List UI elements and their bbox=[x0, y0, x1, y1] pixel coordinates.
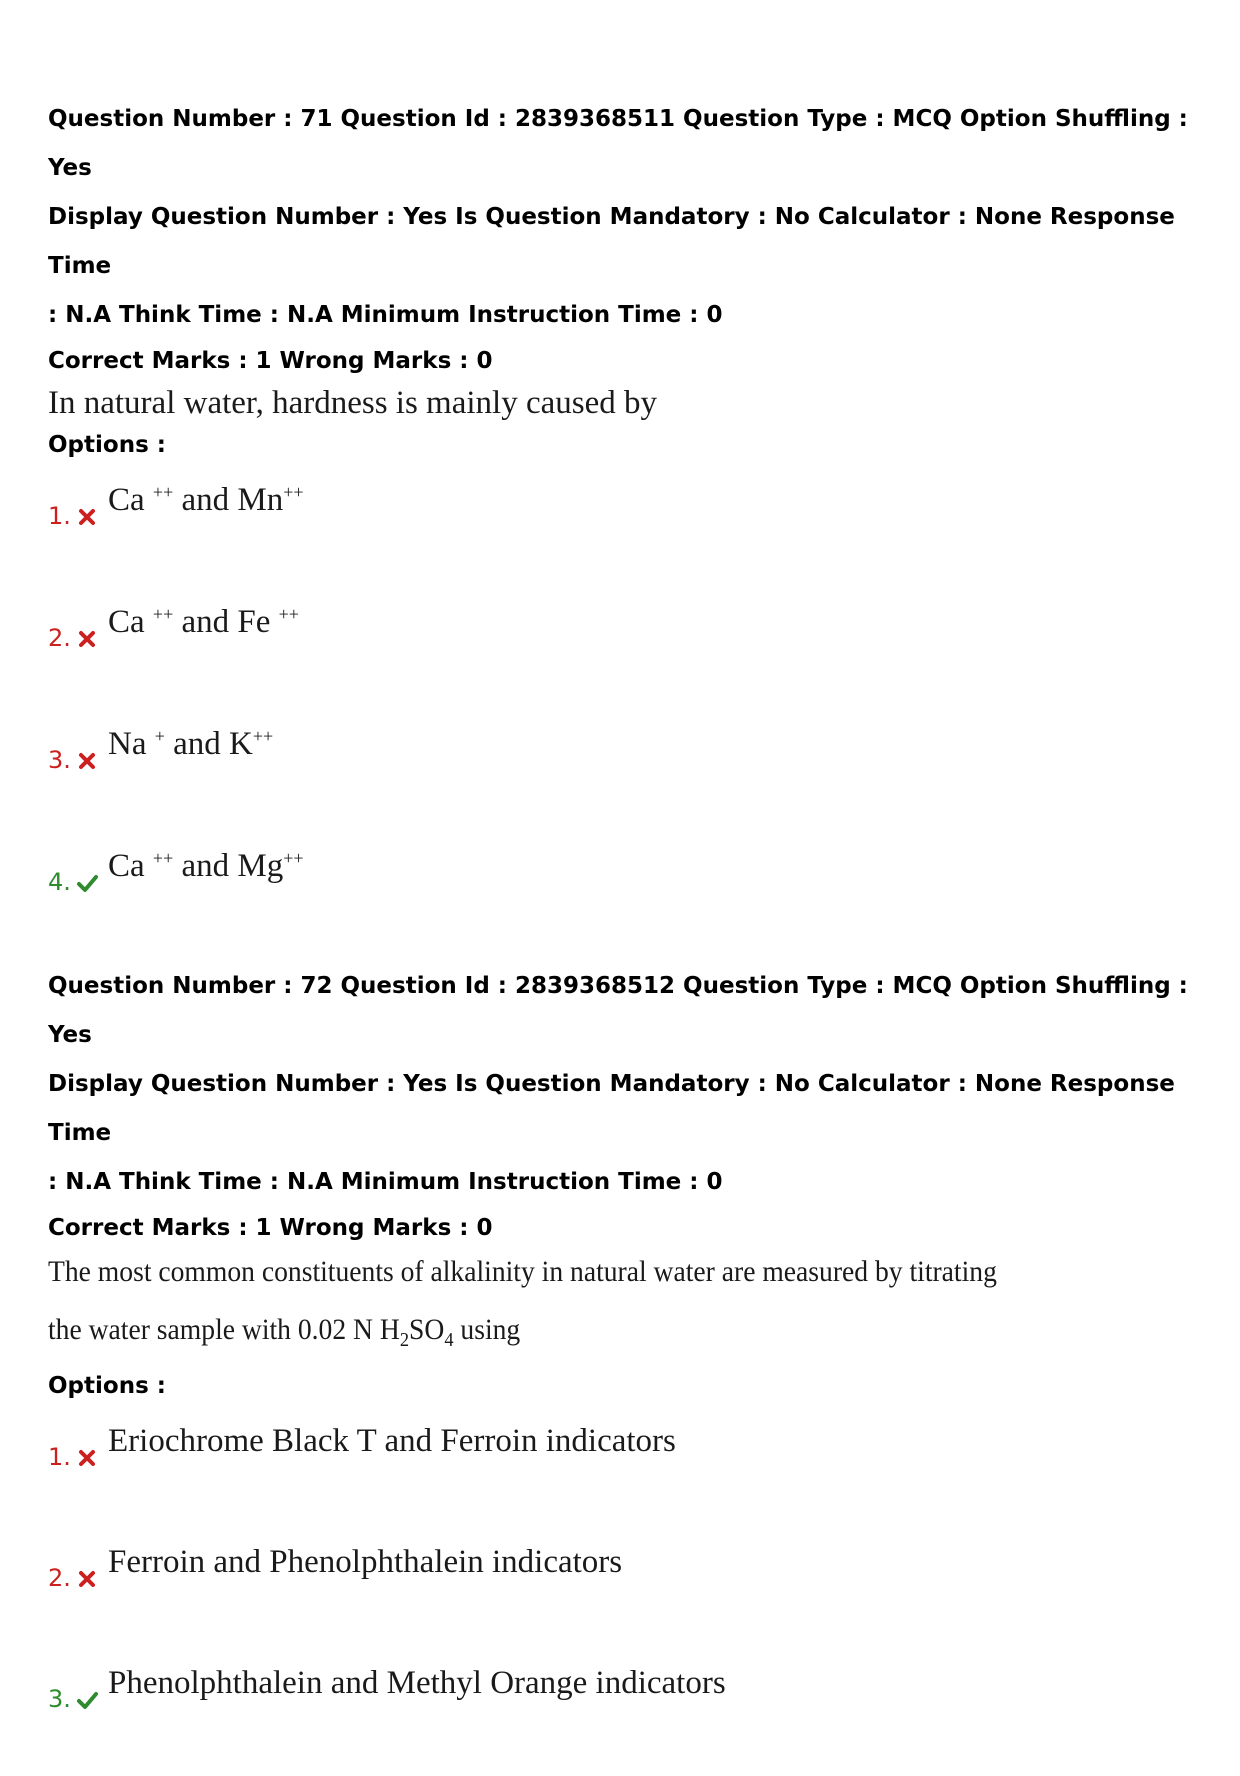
question-text: In natural water, hardness is mainly caused by bbox=[48, 385, 657, 421]
option-4 bbox=[48, 838, 1208, 960]
question-meta-line-2: Display Question Number : Yes Is Question Mandatory : No Calculator : None Response Time bbox=[48, 204, 1175, 279]
option-text: Ca ++ and Fe ++ bbox=[108, 604, 299, 640]
option-3 bbox=[48, 1655, 1208, 1776]
cross-icon bbox=[76, 750, 98, 772]
cross-icon bbox=[76, 1447, 98, 1469]
option-text: Ca ++ and Mg++ bbox=[108, 848, 304, 884]
option-number: 2. bbox=[48, 624, 71, 652]
option-number: 2. bbox=[48, 1564, 71, 1592]
question-72 bbox=[48, 962, 1208, 1776]
option-number: 3. bbox=[48, 1685, 71, 1713]
question-71 bbox=[48, 95, 1208, 960]
cross-icon bbox=[76, 1568, 98, 1590]
option-number: 3. bbox=[48, 746, 71, 774]
option-number: 1. bbox=[48, 502, 71, 530]
option-2 bbox=[48, 594, 1208, 716]
question-meta-line-3: : N.A Think Time : N.A Minimum Instruction Time : 0 bbox=[48, 1169, 723, 1195]
check-icon bbox=[76, 1689, 98, 1711]
marks-info: Correct Marks : 1 Wrong Marks : 0 bbox=[48, 1215, 493, 1241]
check-icon bbox=[76, 872, 98, 894]
option-number: 4. bbox=[48, 868, 71, 896]
options-label: Options : bbox=[48, 432, 166, 458]
option-text: Ca ++ and Mn++ bbox=[108, 482, 304, 518]
question-text-line-2: the water sample with 0.02 N $H_2SO_4$ using bbox=[48, 1313, 521, 1351]
marks-info: Correct Marks : 1 Wrong Marks : 0 bbox=[48, 348, 493, 374]
option-text: Na + and K++ bbox=[108, 726, 274, 762]
option-1 bbox=[48, 472, 1208, 594]
options-label: Options : bbox=[48, 1373, 166, 1399]
question-text-line-1: The most common constituents of alkalinity in natural water are measured by titrating bbox=[48, 1255, 997, 1288]
cross-icon bbox=[76, 628, 98, 650]
option-text: Eriochrome Black T and Ferroin indicators bbox=[108, 1423, 676, 1459]
question-meta-line-1: Question Number : 72 Question Id : 2839368512 Question Type : MCQ Option Shuffling : Yes bbox=[48, 973, 1188, 1048]
options-list bbox=[48, 1413, 1208, 1776]
option-3 bbox=[48, 716, 1208, 838]
option-text: Phenolphthalein and Methyl Orange indicators bbox=[108, 1665, 726, 1701]
question-meta-line-2: Display Question Number : Yes Is Question Mandatory : No Calculator : None Response Time bbox=[48, 1071, 1175, 1146]
cross-icon bbox=[76, 506, 98, 528]
question-meta-line-3: : N.A Think Time : N.A Minimum Instruction Time : 0 bbox=[48, 302, 723, 328]
option-1 bbox=[48, 1413, 1208, 1534]
option-2 bbox=[48, 1534, 1208, 1655]
option-number: 1. bbox=[48, 1443, 71, 1471]
question-meta-line-1: Question Number : 71 Question Id : 2839368511 Question Type : MCQ Option Shuffling : Yes bbox=[48, 106, 1188, 181]
option-text: Ferroin and Phenolphthalein indicators bbox=[108, 1544, 623, 1580]
options-list bbox=[48, 472, 1208, 960]
